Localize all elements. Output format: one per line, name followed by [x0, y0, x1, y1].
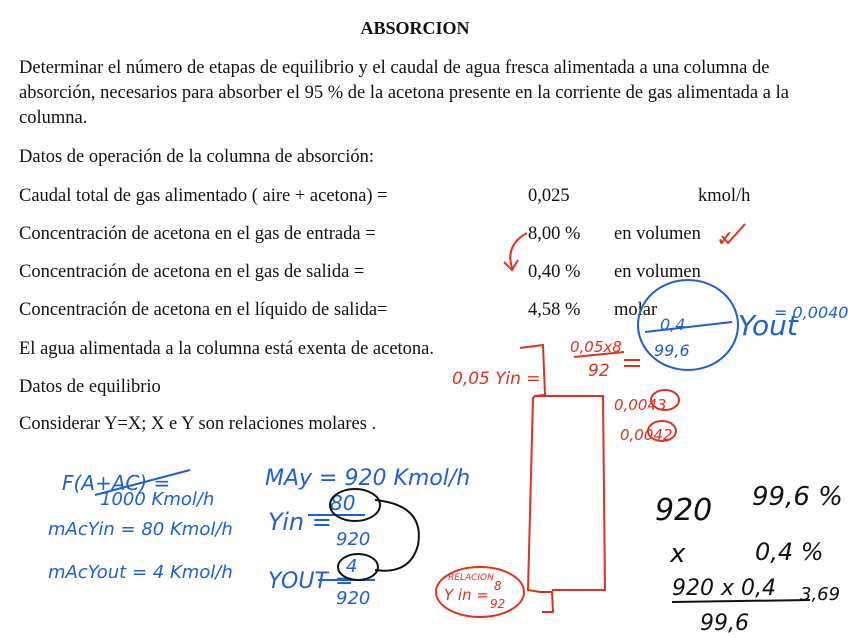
row-label: Concentración de acetona en el gas de salida = — [19, 262, 365, 282]
red-frac-den: 92 — [588, 361, 610, 381]
row-unit: kmol/h — [698, 186, 751, 206]
consider-note: Considerar Y=X; X e Y son relaciones molares . — [19, 414, 377, 434]
blue-macyin: mAcYin = 80 Kmol/h — [48, 519, 233, 540]
red-frac-num: 0,05x8 — [570, 338, 622, 356]
problem-statement: Determinar el número de etapas de equilibrio y el caudal de agua fresca alimentada a una columna de absorción, necesarios para absorber el 95 % de la acetona presente en la corriente de gas alimentada a la columna. — [19, 58, 789, 128]
row-label: Concentración de acetona en el gas de entrada = — [19, 224, 376, 244]
arrow-path — [510, 233, 527, 268]
red-n1: 0,0043 — [614, 396, 667, 414]
blue-yin-label: Yin = — [268, 508, 332, 536]
blue-frac-den: 99,6 — [654, 341, 690, 360]
red-yin: 0,05 Yin = — [452, 369, 541, 389]
blue-yout: Yout — [738, 309, 798, 342]
red-box-top: RELACION — [448, 573, 494, 583]
black-text — [655, 482, 843, 636]
blue-macyout: mAcYout = 4 Kmol/h — [48, 562, 233, 583]
black-c: x — [670, 539, 686, 569]
check-icon: ✓ — [716, 227, 735, 252]
row-unit: molar — [614, 300, 658, 320]
operation-heading: Datos de operación de la columna de absorción: — [19, 147, 374, 167]
blue-yout-num: 4 — [346, 556, 358, 577]
black-a: 920 — [655, 493, 713, 528]
equilibrium-heading: Datos de equilibrio — [19, 377, 161, 397]
blue-frac-num: 0,4 — [660, 315, 686, 334]
row-value: 0,40 % — [528, 262, 581, 282]
blue-eq-right: = 0,0040 — [774, 303, 848, 322]
row-unit: en volumen — [614, 224, 701, 244]
blue-yout-den: 920 — [336, 588, 371, 609]
row-label: Concentración de acetona en el líquido de salida= — [19, 300, 388, 320]
black-g: 3,69 — [800, 584, 841, 605]
blue-may: MAy = 920 Kmol/h — [265, 466, 471, 491]
blue-yin-num: 80 — [330, 491, 356, 515]
black-e: 920 x 0,4 — [672, 576, 776, 601]
black-b: 99,6 % — [752, 482, 843, 512]
blue-yout-label: YOUT = — [268, 569, 354, 594]
red-box-num: 8 — [494, 579, 502, 593]
blue-text — [48, 303, 848, 609]
red-text — [444, 338, 673, 611]
red-box-den: 92 — [490, 597, 506, 611]
row-value: 8,00 % — [528, 224, 581, 244]
red-n2: 0,0042 — [620, 426, 673, 444]
column-body — [535, 396, 605, 590]
blue-f1: F(A+AC) = — [62, 471, 171, 495]
water-note: El agua alimentada a la columna está exenta de acetona. — [19, 339, 435, 359]
row-value: 4,58 % — [528, 300, 581, 320]
document-title: ABSORCION — [360, 18, 470, 38]
blue-f2: 1000 Kmol/h — [100, 489, 215, 510]
row-value: 0,025 — [528, 186, 570, 206]
black-d: 0,4 % — [755, 538, 824, 566]
row-unit: en volumen — [614, 262, 701, 282]
blue-yin-den: 920 — [336, 529, 371, 550]
row-label: Caudal total de gas alimentado ( aire + acetona) = — [19, 186, 388, 206]
black-f: 99,6 — [700, 611, 749, 636]
red-ink — [436, 224, 745, 617]
red-box-label: Y in = — [444, 586, 489, 604]
